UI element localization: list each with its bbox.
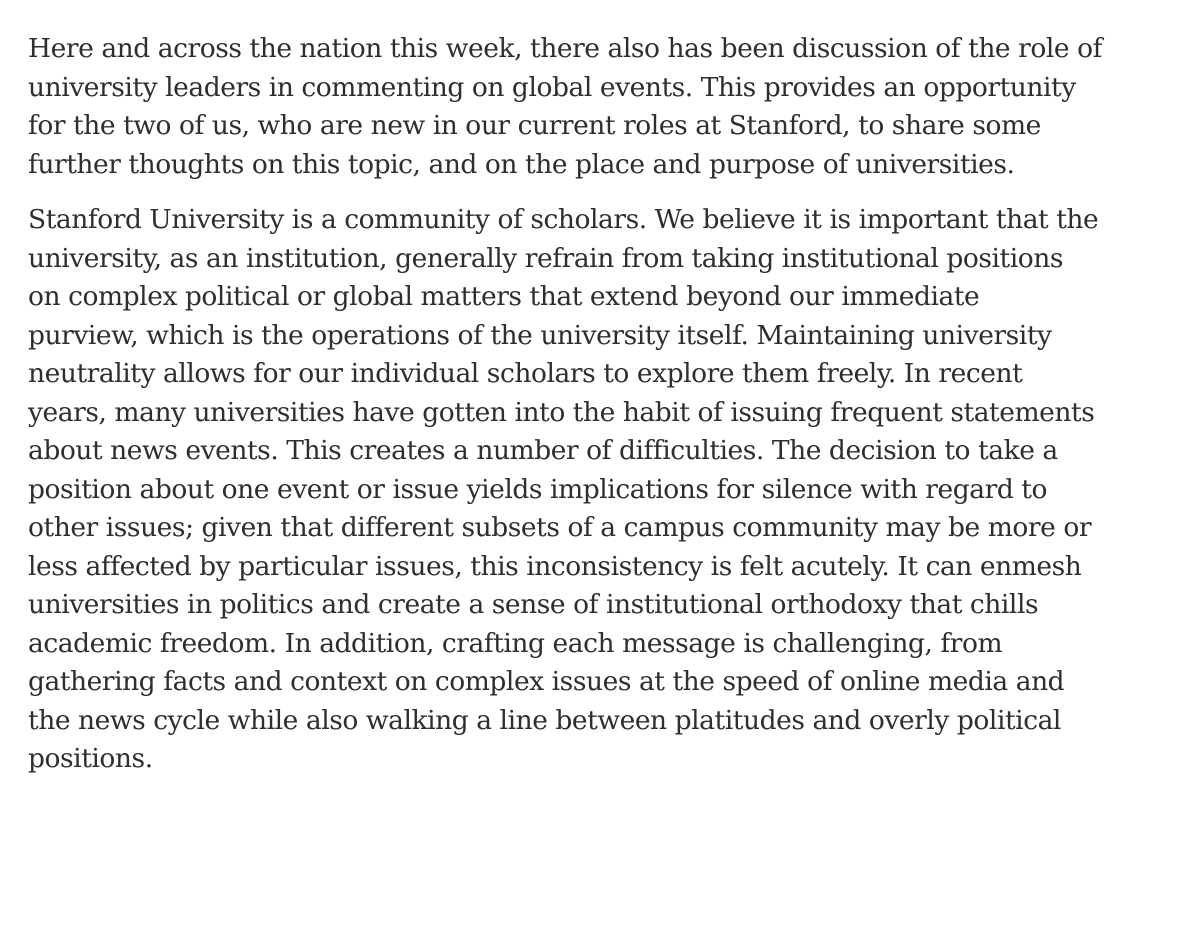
- text-line: years, many universities have gotten into the habit of issuing frequent statements: [28, 396, 1095, 428]
- text-line: positions.: [28, 743, 153, 774]
- paragraph-1: [28, 30, 1175, 184]
- text-line: on complex political or global matters that extend beyond our immediate: [28, 281, 980, 312]
- text-line: further thoughts on this topic, and on the place and purpose of universities.: [28, 148, 1015, 180]
- text-line: for the two of us, who are new in our current roles at Stanford, to share some: [28, 110, 1041, 141]
- text-line: gathering facts and context on complex issues at the speed of online media and: [28, 666, 1065, 697]
- text-line: university leaders in commenting on global events. This provides an opportunity: [28, 71, 1076, 103]
- text-line: less affected by particular issues, this inconsistency is felt acutely. It can enmesh: [28, 550, 1082, 582]
- text-line: other issues; given that different subsets of a campus community may be more or: [28, 512, 1092, 543]
- text-line: Stanford University is a community of scholars. We believe it is important that the: [28, 204, 1099, 235]
- paragraph-2: [28, 201, 1175, 779]
- text-line: purview, which is the operations of the university itself. Maintaining university: [28, 319, 1052, 351]
- text-line: neutrality allows for our individual scholars to explore them freely. In recent: [28, 358, 1023, 389]
- text-line: universities in politics and create a sense of institutional orthodoxy that chills: [28, 589, 1039, 620]
- text-line: Here and across the nation this week, there also has been discussion of the role of: [28, 33, 1102, 64]
- text-line: academic freedom. In addition, crafting each message is challenging, from: [28, 627, 1003, 659]
- text-line: the news cycle while also walking a line between platitudes and overly political: [28, 704, 1061, 736]
- text-line: about news events. This creates a number of difficulties. The decision to take a: [28, 435, 1058, 466]
- text-line: position about one event or issue yields implications for silence with regard to: [28, 473, 1048, 505]
- text-line: university, as an institution, generally refrain from taking institutional positions: [28, 242, 1064, 274]
